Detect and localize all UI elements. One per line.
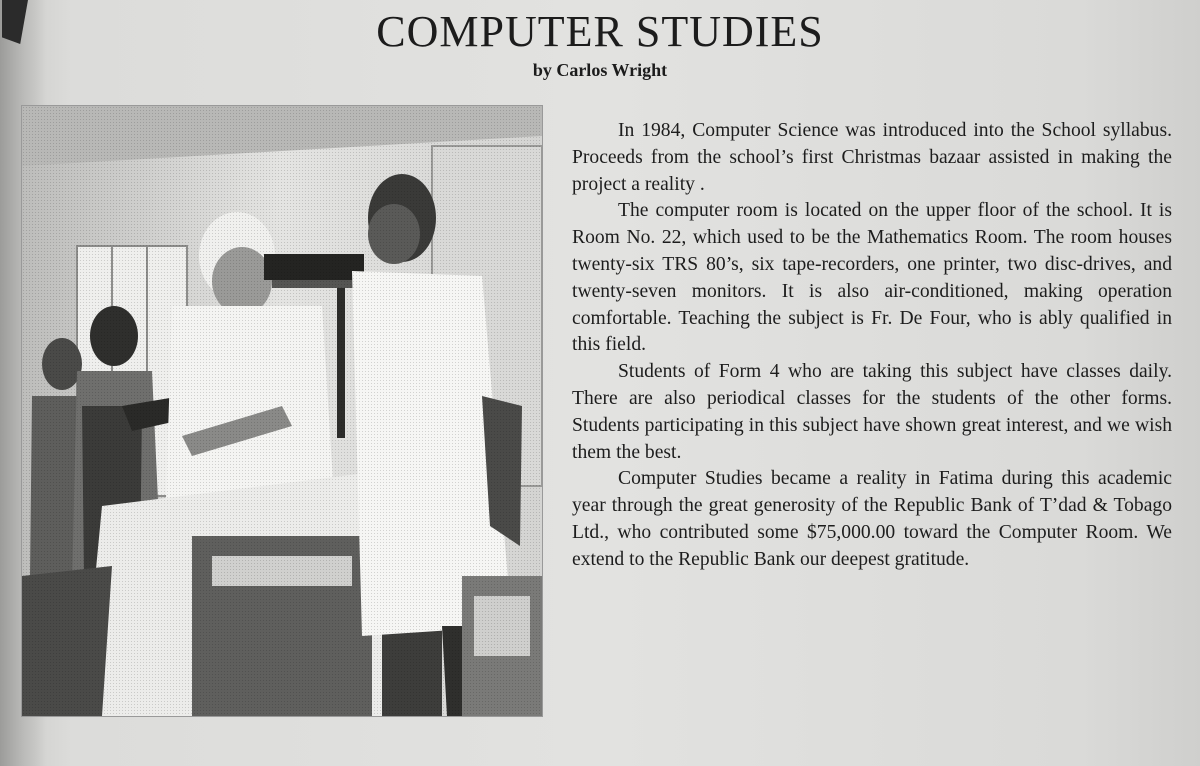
article-paragraph-4: Computer Studies became a reality in Fatima during this academic year through the great generosity of the Republic Bank of T’dad & Tobago Ltd., who contributed some $75,000.00 toward the Computer Room. We extend to the Republic Bank our deepest gratitude. bbox=[572, 468, 1172, 570]
photo-illustration bbox=[22, 106, 542, 716]
author-byline: by Carlos Wright bbox=[532, 60, 668, 80]
page-title: COMPUTER STUDIES bbox=[376, 7, 824, 56]
classroom-photo bbox=[22, 106, 542, 716]
article-paragraph-2: The computer room is located on the upper floor of the school. It is Room No. 22, which used to be the Mathematics Room. The room houses twenty-six TRS 80’s, six tape-recorders, one printer, two disc-drives, and twenty-seven monitors. It is also air-conditioned, making operation comfortable. Teaching the subject is Fr. De Four, who is ably qualified in this field. bbox=[572, 200, 1172, 356]
article-body bbox=[572, 118, 1172, 574]
article-paragraph-3: Students of Form 4 who are taking this subject have classes daily. There are also periodical classes for the students of the other forms. Students participating in this subject have shown great interest, and we wish them the best. bbox=[572, 361, 1172, 463]
article-paragraph-1: In 1984, Computer Science was introduced into the School syllabus. Proceeds from the school’s first Christmas bazaar assisted in making the project a reality . bbox=[572, 120, 1172, 195]
